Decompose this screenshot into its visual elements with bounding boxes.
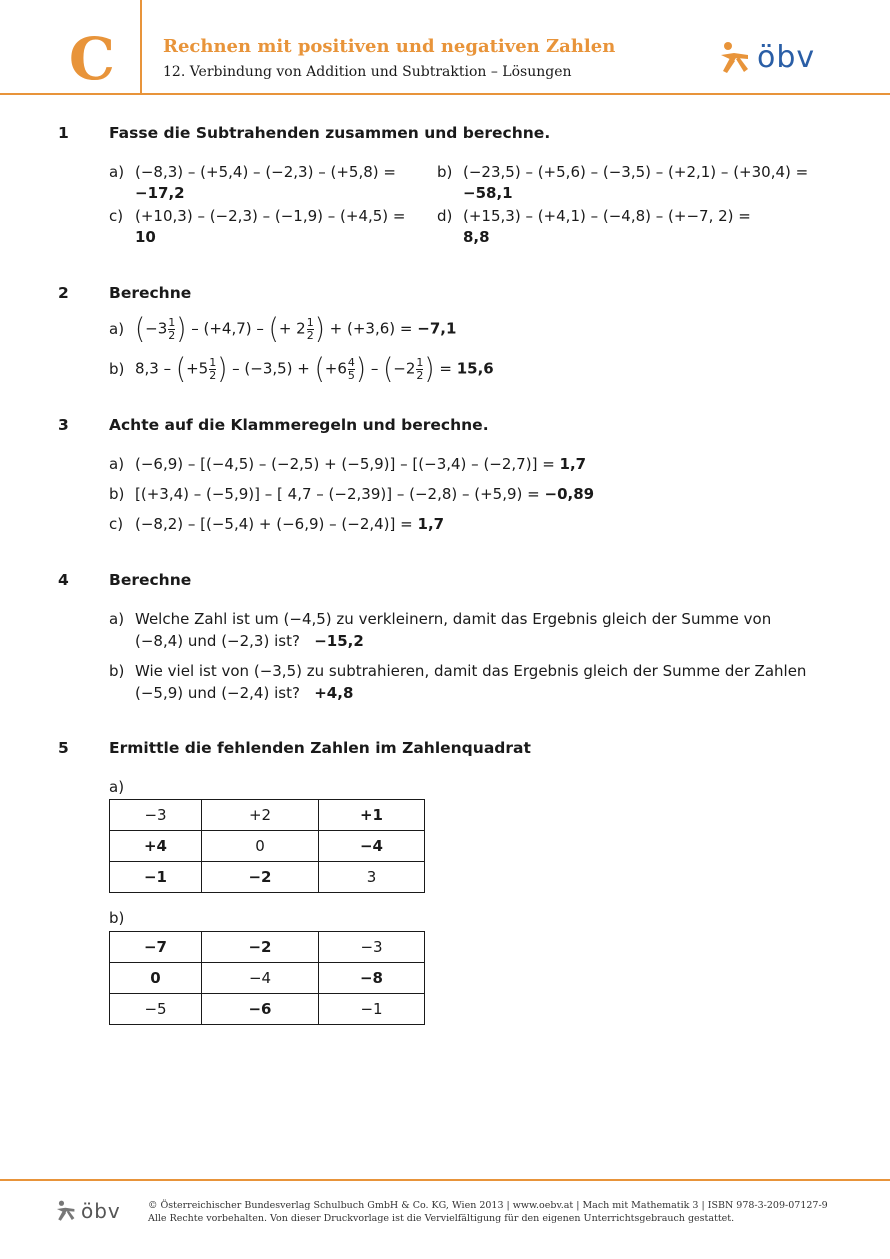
exercise-3-heading: Achte auf die Klammeregeln und berechne. bbox=[109, 416, 489, 434]
number-square-a bbox=[109, 799, 425, 893]
table-cell: +2 bbox=[202, 800, 319, 831]
ex2-b-expression: b) 8,3 – (+5 $\frac{1}{2}$ ) – (−3,5) + (+6 $\frac{4}{5}$ ) – (−2 $\frac{1}{2}$ ) = 15,6 bbox=[109, 352, 494, 386]
footer-logo-text: öbv bbox=[81, 1199, 121, 1223]
table-cell: −5 bbox=[110, 994, 202, 1025]
table-row bbox=[110, 862, 425, 893]
ex2-a-result: −7,1 bbox=[417, 319, 457, 338]
exercise-4-heading: Berechne bbox=[109, 571, 192, 589]
ex3-b-expression: b) [(+3,4) – (−5,9)] – [ 4,7 – (−2,39)] – (−2,8) – (+5,9) = −0,89 bbox=[109, 485, 595, 503]
number-square-b bbox=[109, 931, 425, 1025]
logo-text: öbv bbox=[757, 40, 816, 75]
table-cell: +4 bbox=[110, 831, 202, 862]
header-divider-horizontal bbox=[0, 93, 890, 95]
exercise-5-heading: Ermittle die fehlenden Zahlen im Zahlenquadrat bbox=[109, 739, 531, 757]
table-row bbox=[110, 994, 425, 1025]
footer-star-logo-icon bbox=[55, 1200, 77, 1222]
star-logo-icon bbox=[718, 41, 752, 75]
footer-logo bbox=[55, 1199, 121, 1223]
chapter-letter: C bbox=[68, 25, 116, 93]
table-cell: 0 bbox=[110, 963, 202, 994]
table-cell: 3 bbox=[319, 862, 425, 893]
ex2-b-result: 15,6 bbox=[456, 359, 494, 378]
exercise-4-number: 4 bbox=[58, 571, 69, 589]
ex4-a-line1: a) Welche Zahl ist um (−4,5) zu verkleinern, damit das Ergebnis gleich der Summe von bbox=[109, 610, 772, 628]
footer-copyright: © Österreichischer Bundesverlag Schulbuch GmbH & Co. KG, Wien 2013 | www.oebv.at | Mach mit Mathematik 3 | ISBN 978-3-209-07127-9 Alle Rechte vorbehalten. Von dieser Druckvorlage ist die Vervielfältigung für den eigenen Unterrichtsgebrauch gestattet. bbox=[148, 1200, 828, 1224]
page-subtitle: 12. Verbindung von Addition und Subtraktion – Lösungen bbox=[163, 64, 572, 80]
table-cell: −1 bbox=[110, 862, 202, 893]
ex4-b-line2: (−5,9) und (−2,4) ist? +4,8 bbox=[135, 684, 354, 702]
ex2-a-expression: a) (−3 $\frac{1}{2}$ ) – (+4,7) – (+ 2 $\frac{1}{2}$ ) + (+3,6) = −7,1 bbox=[109, 312, 457, 346]
table-row bbox=[110, 800, 425, 831]
table-cell: −7 bbox=[110, 932, 202, 963]
ex4-a-result: −15,2 bbox=[314, 632, 364, 650]
ex5-a-label: a) bbox=[109, 778, 125, 796]
ex3-c-expression: c) (−8,2) – [(−5,4) + (−6,9) – (−2,4)] = 1,7 bbox=[109, 515, 445, 533]
table-cell: 0 bbox=[202, 831, 319, 862]
table-row bbox=[110, 831, 425, 862]
table-cell: −2 bbox=[202, 862, 319, 893]
table-cell: −3 bbox=[319, 932, 425, 963]
table-cell: −4 bbox=[319, 831, 425, 862]
table-cell: −3 bbox=[110, 800, 202, 831]
ex1-d-expression: d) (+15,3) – (+4,1) – (−4,8) – (+−7, 2) = bbox=[437, 207, 751, 225]
ex3-a-expression: a) (−6,9) – [(−4,5) – (−2,5) + (−5,9)] – [(−3,4) – (−2,7)] = 1,7 bbox=[109, 455, 587, 473]
table-row bbox=[110, 963, 425, 994]
ex1-b-result: −58,1 bbox=[463, 184, 513, 202]
exercise-1-heading: Fasse die Subtrahenden zusammen und berechne. bbox=[109, 124, 551, 142]
ex4-a-line2: (−8,4) und (−2,3) ist? −15,2 bbox=[135, 632, 364, 650]
publisher-logo bbox=[718, 40, 815, 75]
table-cell: −2 bbox=[202, 932, 319, 963]
ex5-b-label: b) bbox=[109, 909, 125, 927]
ex1-c-result: 10 bbox=[135, 228, 156, 246]
ex1-a-result: −17,2 bbox=[135, 184, 185, 202]
ex4-b-line1: b) Wie viel ist von (−3,5) zu subtrahieren, damit das Ergebnis gleich der Summe der Zahlen bbox=[109, 662, 807, 680]
ex1-a-expression: a) (−8,3) – (+5,4) – (−2,3) – (+5,8) = bbox=[109, 163, 396, 181]
ex1-b-expression: b) (−23,5) – (+5,6) – (−3,5) – (+2,1) – (+30,4) = bbox=[437, 163, 809, 181]
table-cell: −4 bbox=[202, 963, 319, 994]
exercise-1-number: 1 bbox=[58, 124, 69, 142]
exercise-2-number: 2 bbox=[58, 284, 69, 302]
ex1-d-result: 8,8 bbox=[463, 228, 490, 246]
footer-divider bbox=[0, 1179, 890, 1181]
table-row bbox=[110, 932, 425, 963]
header-divider-vertical bbox=[140, 0, 142, 94]
exercise-5-number: 5 bbox=[58, 739, 69, 757]
table-cell: −1 bbox=[319, 994, 425, 1025]
table-cell: +1 bbox=[319, 800, 425, 831]
ex4-b-result: +4,8 bbox=[314, 684, 354, 702]
table-cell: −8 bbox=[319, 963, 425, 994]
table-cell: −6 bbox=[202, 994, 319, 1025]
ex1-c-expression: c) (+10,3) – (−2,3) – (−1,9) – (+4,5) = bbox=[109, 207, 406, 225]
exercise-3-number: 3 bbox=[58, 416, 69, 434]
page-title: Rechnen mit positiven und negativen Zahlen bbox=[163, 36, 616, 57]
exercise-2-heading: Berechne bbox=[109, 284, 192, 302]
